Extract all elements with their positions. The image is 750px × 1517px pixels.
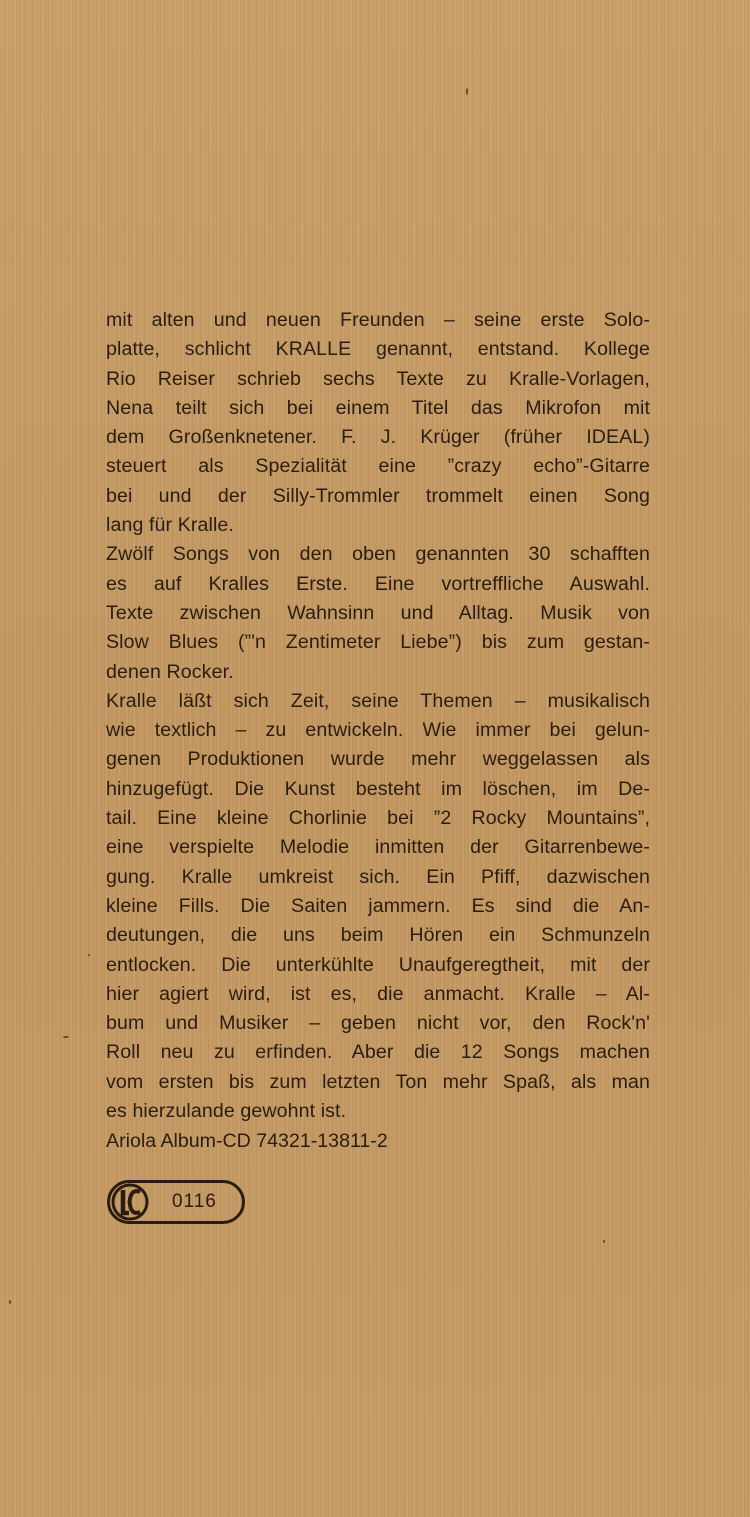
text-line: eine verspielte Melodie inmitten der Gitarrenbewe-: [106, 836, 650, 859]
text-line: Texte zwischen Wahnsinn und Alltag. Musik von: [106, 601, 650, 624]
text-line: Slow Blues (”'n Zentimeter Liebe”) bis zum gestan-: [106, 631, 650, 654]
text-line: platte, schlicht KRALLE genannt, entstand. Kollege: [106, 338, 650, 361]
text-line: entlocken. Die unterkühlte Unaufgeregtheit, mit der: [106, 953, 650, 976]
text-line: wie textlich – zu entwickeln. Wie immer bei gelun-: [106, 719, 650, 742]
text-line: Kralle läßt sich Zeit, seine Themen – musikalisch: [106, 689, 650, 712]
text-line: denen Rocker.: [106, 660, 234, 683]
text-line: hinzugefügt. Die Kunst besteht im löschen, im De-: [106, 777, 650, 800]
paper-speck: [88, 954, 90, 956]
text-line: Roll neu zu erfinden. Aber die 12 Songs machen: [106, 1041, 650, 1064]
text-line: lang für Kralle.: [106, 514, 234, 537]
text-line: gung. Kralle umkreist sich. Ein Pfiff, dazwischen: [106, 865, 650, 888]
text-line: hier agiert wird, ist es, die anmacht. Kralle – Al-: [106, 982, 650, 1005]
text-line: Rio Reiser schrieb sechs Texte zu Kralle-Vorlagen,: [106, 367, 650, 390]
text-line: es auf Kralles Erste. Eine vortreffliche Auswahl.: [106, 572, 650, 595]
lc-letter-c: [130, 1191, 141, 1213]
text-line: bei und der Silly-Trommler trommelt einen Song: [106, 484, 650, 507]
paper-speck: [603, 1240, 605, 1243]
text-line: deutungen, die uns beim Hören ein Schmunzeln: [106, 924, 650, 947]
liner-notes-text: [106, 306, 650, 1126]
text-line: bum und Musiker – geben nicht vor, den Rock'n': [106, 1012, 650, 1035]
paper-speck: [63, 1036, 69, 1038]
lc-logo-text: LC: [7, 1080, 9, 1081]
text-line: vom ersten bis zum letzten Ton mehr Spaß, als man: [106, 1070, 650, 1093]
text-line: steuert als Spezialität eine ”crazy echo”-Gitarre: [106, 455, 650, 478]
paper-speck: [9, 1300, 11, 1304]
text-line: Nena teilt sich bei einem Titel das Mikrofon mit: [106, 396, 650, 419]
text-line: es hierzulande gewohnt ist.: [106, 1100, 347, 1123]
catalog-number: Ariola Album-CD 74321-13811-2: [106, 1130, 388, 1152]
text-line: mit alten und neuen Freunden – seine erste Solo-: [106, 309, 650, 331]
text-line: dem Großenknetener. F. J. Krüger (früher IDEAL): [106, 426, 650, 449]
paper-speck: [466, 88, 468, 95]
text-line: tail. Eine kleine Chorlinie bei ”2 Rocky Mountains”,: [106, 807, 650, 830]
text-line: genen Produktionen wurde mehr weggelassen als: [106, 748, 650, 771]
text-line: kleine Fills. Die Saiten jammern. Es sind die An-: [106, 894, 650, 917]
label-code-number: 0116: [172, 1191, 217, 1212]
text-line: Zwölf Songs von den oben genannten 30 schafften: [106, 543, 650, 566]
